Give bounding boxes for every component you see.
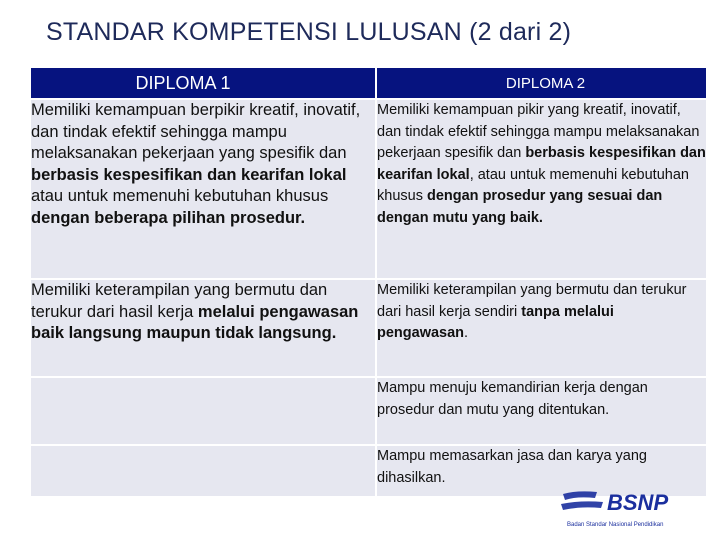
cell-diploma-2 [376,377,707,445]
bsnp-logo-subtext: Badan Standar Nasional Pendidikan [567,522,664,528]
cell-diploma-2 [376,99,707,279]
text-segment: Mampu menuju kemandirian kerja dengan prosedur dan mutu yang ditentukan. [377,380,648,418]
text-segment: Memiliki kemampuan pikir yang kreatif, inovatif, dan tindak efektif sehingga mampu melaksanakan pekerjaan spesifik dan [377,102,700,161]
header-diploma-2: DIPLOMA 2 [376,67,707,99]
bold-text: tanpa melalui pengawasan [377,303,614,341]
cell-diploma-1 [30,99,376,279]
text-segment: Mampu memasarkan jasa dan karya yang dihasilkan. [377,448,647,486]
bsnp-logo-icon [557,488,677,532]
table-row [30,99,707,279]
text-segment: atau untuk memenuhi kebutuhan khusus [31,187,329,205]
text-segment: Memiliki kemampuan berpikir kreatif, inovatif, dan tindak efektif sehingga mampu melaksanakan pekerjaan yang spesifik dan [31,101,361,162]
table-row [30,377,707,445]
text-segment: Memiliki keterampilan yang bermutu dan terukur dari hasil kerja sendiri [377,282,687,320]
table-row [30,279,707,377]
cell-diploma-1 [30,279,376,377]
page-title: STANDAR KOMPETENSI LULUSAN (2 dari 2) [46,18,572,46]
text-segment: . [464,325,469,341]
cell-diploma-2 [376,279,707,377]
cell-diploma-1-empty [30,445,376,497]
cell-diploma-1-empty [30,377,376,445]
bold-text: berbasis kespesifikan dan kearifan lokal [377,145,706,183]
bsnp-logo-text: BSNP [607,490,669,515]
bold-text: berbasis kespesifikan dan kearifan lokal [31,165,347,184]
bold-text: dengan beberapa pilihan prosedur. [31,208,306,227]
table-header-row [30,67,707,99]
header-diploma-1: DIPLOMA 1 [30,67,376,99]
competency-table [29,66,708,498]
text-segment: , atau untuk memenuhi kebutuhan khusus [377,166,689,204]
text-segment: Memiliki keterampilan yang bermutu dan terukur dari hasil kerja [31,281,328,321]
bold-text: melalui pengawasan baik langsung maupun tidak langsung. [31,302,359,342]
bold-text: dengan prosedur yang sesuai dan dengan mutu yang baik. [377,188,663,226]
